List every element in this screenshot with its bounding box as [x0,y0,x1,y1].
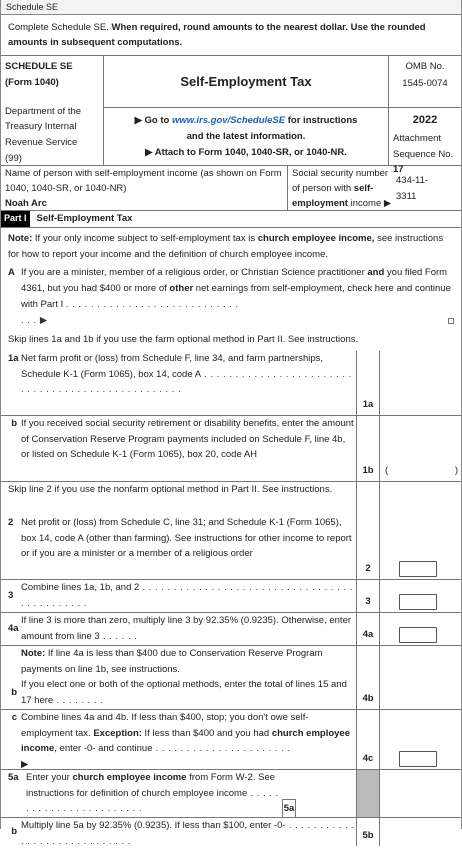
exception-label: Exception: [93,727,142,739]
line-number: 5a [8,771,19,783]
line-4c-bold: church employee income [21,727,350,755]
amount-empty [380,770,461,817]
line-a-checkbox[interactable] [448,318,454,324]
line-5a-inner [26,770,356,817]
ssn-label-suffix: income ▶ [347,197,392,209]
amount-empty [380,482,461,515]
line-4a-text-block [21,613,356,645]
part-header [1,211,461,228]
name-label: Name of person with self-employment income (as shown on Form 1040, 1040-SR, or 1040-NR) [5,168,282,195]
line-4b-amount[interactable] [380,677,461,709]
form-header [1,56,461,175]
form-name: SCHEDULE SE [5,61,73,73]
dept-line: Treasury Internal [5,121,77,133]
line-code: 5a [282,799,296,817]
ssn-field[interactable] [396,167,457,209]
ssn-label [292,167,396,209]
line-code: 5b [356,818,380,846]
line-1b-desc [1,416,356,481]
note-label: Note: [21,647,46,659]
line-2-text: Net profit or (loss) from Schedule C, line 31; and Schedule K-1 (Form 1065), box 14, code A (other than farming). See instructions for other income to report or if you are a minister or a member of a religious order [21,516,352,560]
dept-line: Revenue Service [5,137,78,149]
line-2-desc [1,515,356,579]
line-3 [1,579,461,612]
line-4c-text-block [21,710,356,769]
line-2 [1,515,461,579]
sequence-number: 17 [393,163,404,175]
name-block [1,166,288,210]
line-code: 3 [356,580,380,612]
sequence-label: Sequence No. [393,148,454,160]
line-1b-amount[interactable] [380,416,461,481]
shaded-code-cell [356,770,380,817]
intro-instructions [1,15,461,56]
line-4a-amount[interactable] [399,627,437,643]
line-number-empty [8,646,21,677]
line-a [1,265,461,330]
taxpayer-info [1,166,461,211]
arrow-icon: ▶ [21,758,29,770]
line-1a-desc [1,351,356,415]
tax-year: 2022 [412,114,438,127]
line-3-text: Combine lines 1a, 1b, and 2 [21,581,140,593]
line-number: 4a [8,623,19,635]
note-label: Note: [8,233,33,245]
goto-line [135,113,358,129]
note-text: If your only income subject to self-employment tax is [32,233,258,245]
line-4c-text: If less than $400 and you had [141,727,272,739]
form-id-block [1,56,104,165]
line-number: 3 [8,590,14,602]
attachment-label: Attachment [393,133,442,145]
line-code: 1a [356,351,380,415]
line-code: 4b [356,677,380,709]
line-a-text-part: you filed Form 4361, but you had $400 or more of [21,266,448,294]
attach-instruction: ▶ Attach to Form 1040, 1040-SR, or 1040-NR. [145,146,347,158]
line-a-text [21,265,454,330]
irs-link[interactable]: www.irs.gov/ScheduleSE [171,114,286,126]
line-4a-text: If line 3 is more than zero, multiply line 3 by 92.35% (0.9235). Otherwise, enter amount from line 3 [21,614,352,642]
omb-number-box [389,56,461,108]
department-block [5,104,99,167]
goto-line2: and the latest information. [186,130,306,142]
note-text: If line 4a is less than $400 due to Conservation Reserve Program payments on line 1b, see instructions. [21,647,323,675]
paren-close: ) [454,465,458,477]
line-1a-amount[interactable] [380,351,461,415]
line-4b [1,677,461,709]
ssn-value: 3311 [396,190,417,202]
line-number: c [11,711,17,723]
line-a-text-part: net earnings from self-employment, check here and continue with Part I [21,282,451,310]
taxpayer-name-field[interactable]: Noah Arc [5,197,47,209]
line-1a-text-block [21,351,356,415]
line-3-desc [1,580,356,612]
line-5b-desc [1,818,356,846]
leader-dots: . . . . . . . . . . . . . . . . . . . . . . . . [26,787,279,815]
line-4a-amount-cell [380,613,461,645]
line-4c-text: Combine lines 4a and 4b. If less than $400, stop; you don't owe self-employment tax. [21,711,309,739]
line-4c-desc [1,710,356,769]
line-4a-note-desc [1,646,356,677]
leader-dots: . . . . . . . . . . . . . . . . . . . . . . . . . . . . [65,299,239,310]
line-4c-amount[interactable] [399,751,437,767]
line-3-text-block [21,580,356,612]
line-number: A [8,266,15,278]
line-1a-text: Net farm profit or (loss) from Schedule F, line 34, and farm partnerships, Schedule K-1 (Form 1065), box 14, code A [21,352,324,380]
form-title: Self-Employment Tax [104,56,388,108]
line-4b-desc [1,677,356,709]
line-code: 4a [356,613,380,645]
leader-dots: . . . . . . . . . . . . . . . . . . . . . . [152,743,291,755]
line-2-amount[interactable] [399,561,437,577]
skip-instruction: Skip lines 1a and 1b if you use the farm optional method in Part II. See instructions. [8,334,359,346]
line-5b-text-block [21,818,356,846]
goto-prefix: ▶ Go to [134,114,172,126]
line-code: 4c [356,710,380,769]
line-4c-text: , enter -0- and continue [54,743,153,755]
line-number: 2 [8,516,14,528]
line-1b [1,415,461,481]
form-parent: (Form 1040) [5,76,59,88]
line-5a [1,769,461,817]
line-5a-bold: church employee income [72,771,187,783]
line-number: b [11,687,17,699]
line-a-text-part: If you are a minister, member of a religious order, or Christian Science practitioner [21,266,368,278]
ssn-label-text: Social security number of person with [292,168,389,195]
line-4a-desc [1,613,356,645]
line-5b-text: Multiply line 5a by 92.35% (0.9235). If less than $100, enter -0- [21,819,286,831]
line-code-empty [356,482,380,515]
omb-label: OMB No. [405,61,445,73]
church-income-note [1,228,461,264]
line-4c [1,709,461,769]
note-text: see instructions for how to report your income and the definition of church employee income. [8,233,444,261]
ssn-value: 434-11- [396,175,429,187]
line-5a-text: from Form W-2. See instructions for definition of church employee income [26,771,276,799]
leader-dots: . . . . . . . . [53,694,104,706]
omb-number: 1545-0074 [402,77,448,89]
line-1b-text: If you received social security retirement or disability benefits, enter the amount of Conservation Reserve Program payments included on Schedule F, line 4b, or listed on Schedule K-1 (Form 1065), box 20, code AH [21,417,354,461]
title-block [104,56,388,165]
line-code: 2 [356,515,380,579]
leader-dots: . . . ▶ [21,315,48,327]
leader-dots: . . . . . . . . . . . . . . . . . . . . . . . . . . . . . . . . . . . . . . . . . . . . . [21,581,353,609]
line-3-amount[interactable] [399,594,437,610]
line-a-bold: other [169,282,194,294]
skip-instruction: Skip line 2 if you use the nonfarm optional method in Part II. See instructions. [8,483,333,495]
line-4a-note-row [1,645,461,677]
line-number: b [11,826,17,838]
skip-line-2-row [1,481,461,515]
dept-line: Department of the [5,105,82,117]
paren-open: ( [385,465,389,477]
line-4b-text-block [21,677,356,709]
paren-field [383,464,458,479]
skip-2-desc [1,482,356,515]
leader-dots: . . . . . . . . . . . . . . . . . . . . . . . . . . . . . [21,819,355,847]
line-code-empty [356,646,380,677]
goto-suffix: for instructions [285,114,358,126]
omb-block [388,56,461,175]
ssn-block [288,166,461,210]
line-5a-text-block [26,770,282,817]
line-a-bold: and [367,266,385,278]
leader-dots: . . . . . . . . . . . . . . . . . . . . . . . . . . . . . . . . . . . . . . . . . . . . . . . . . . [21,368,352,396]
line-1a [1,351,461,415]
dept-line: (99) [5,152,22,164]
line-number: 1a [8,352,19,364]
leader-dots: . . . . . . [99,630,138,642]
line-5a-amount[interactable] [296,770,356,817]
part-badge: Part I [1,211,30,227]
line-2-amount-cell [380,515,461,579]
line-code: 1b [356,416,380,481]
line-4a-note [21,646,356,677]
line-3-amount-cell [380,580,461,612]
part-title: Self-Employment Tax [36,213,133,225]
note-bold: church employee income, [257,233,375,245]
line-5a-code-wrap [282,770,296,817]
line-4b-text: If you elect one or both of the optional methods, enter the total of lines 15 and 17 here [21,678,347,706]
goto-block [104,108,388,165]
line-5a-desc [1,770,356,817]
line-5b [1,817,461,846]
ssn-label-bold: self-employment [292,183,374,209]
intro-bold-text: When required, round amounts to the nearest dollar. Use the rounded amounts in subsequent computations. [8,22,426,49]
amount-empty [380,646,461,677]
line-4c-amount-cell [380,710,461,769]
line-number: b [11,417,17,429]
line-5b-amount[interactable] [380,818,461,846]
intro-text: Complete Schedule SE. [8,22,112,33]
tab-schedule-se[interactable]: Schedule SE [1,0,461,15]
line-4a [1,612,461,645]
line-5a-text: Enter your [26,771,73,783]
